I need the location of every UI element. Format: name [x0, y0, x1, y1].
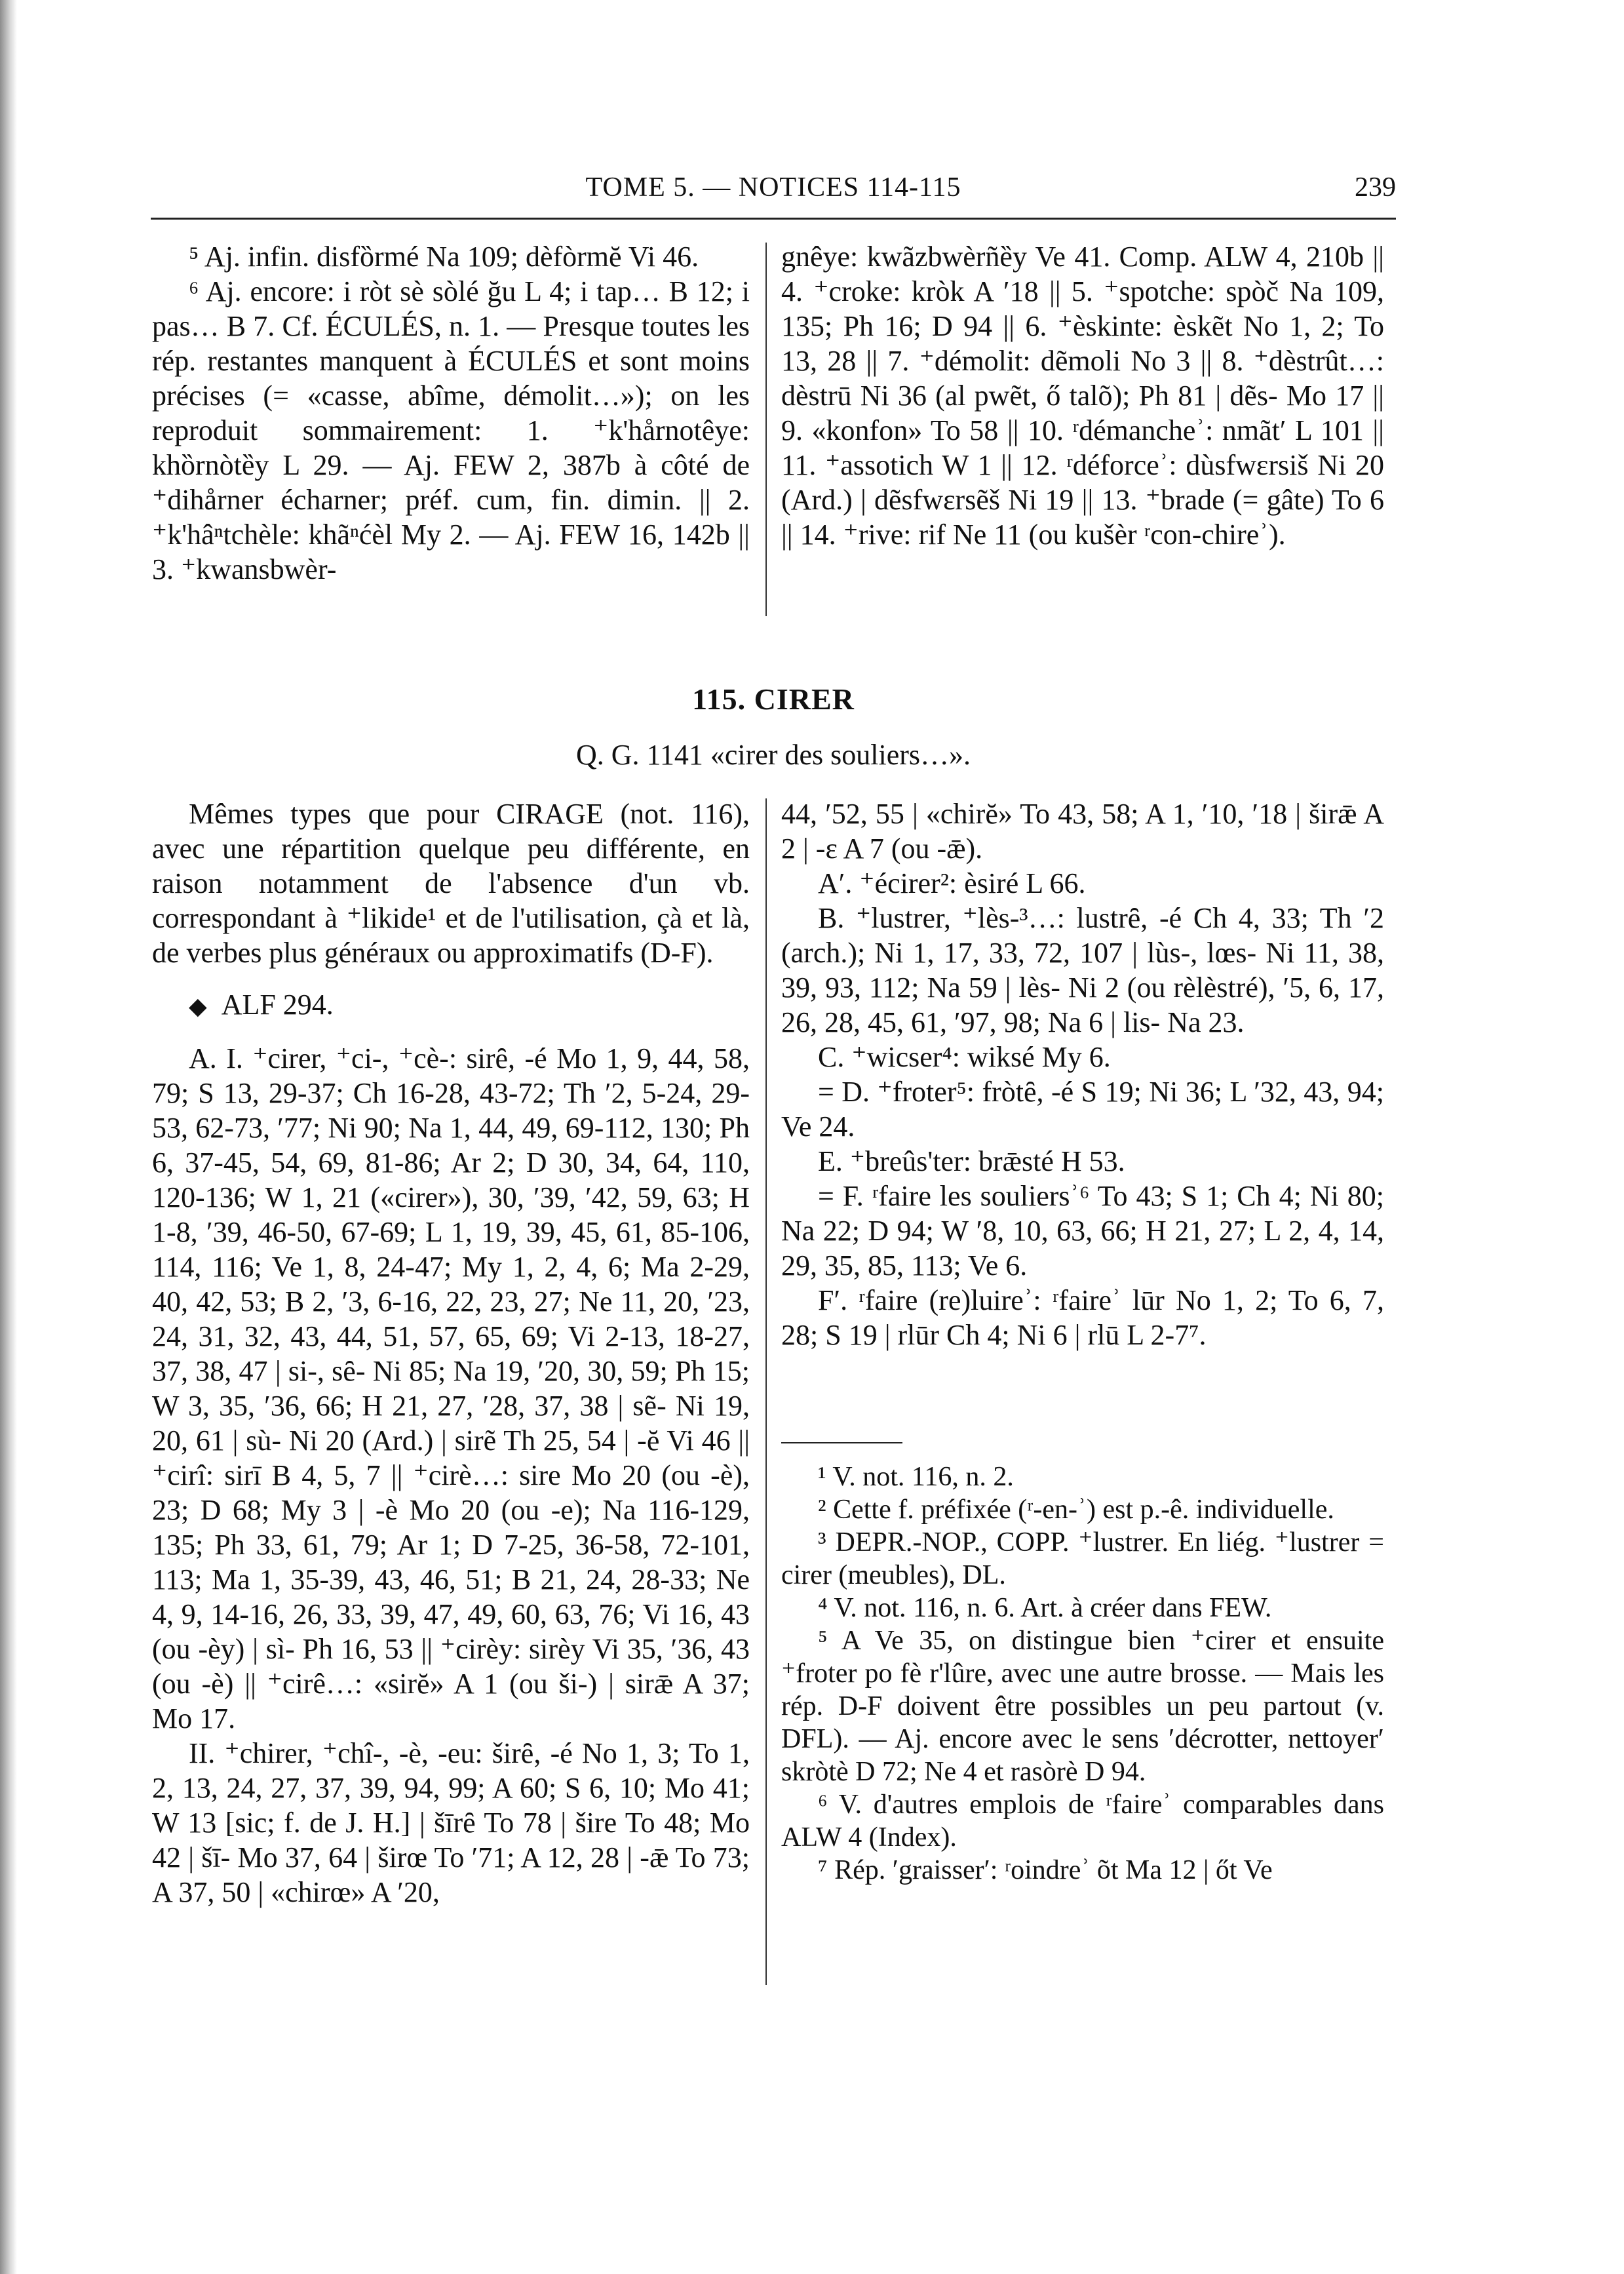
section-f-prime: Fʹ. ʳfaire (re)luireʾ: ʳfaireʾ lūr No 1, 2; To 6, 7, 28; S 19 | rlūr Ch 4; Ni 6 | rlū L 2-7⁷. [781, 1284, 1384, 1351]
section-continuation: 44, ʹ52, 55 | «chirĕ» To 43, 58; A 1, ʹ10, ʹ18 | širǣ A 2 | -ɛ A 7 (ou -ǣ). [781, 798, 1384, 865]
footnote: ⁵ Aj. infin. disfȍrmé Na 109; dèfòrmĕ Vi 46. [189, 241, 699, 273]
footnote: ³ DEPR.-NOP., COPP. ⁺lustrer. En liég. ⁺lustrer = cirer (meubles), DL. [781, 1527, 1384, 1590]
running-head [151, 172, 1396, 220]
alf-reference [152, 987, 750, 1024]
section-c: C. ⁺wicser⁴: wiksé My 6. [818, 1041, 1111, 1073]
notice-title: 115. CIRER [692, 682, 855, 716]
section-f: = F. ʳfaire les souliersʾ⁶ To 43; S 1; Ch 4; Ni 80; Na 22; D 94; W ʹ8, 10, 63, 66; H 21, 27; L 2, 4, 14, 29, 35, 85, 113; Ve 6. [781, 1180, 1384, 1282]
footnote: ⁶ Aj. encore: i ròt sè sòlé ğu L 4; i tap… B 12; i pas… B 7. Cf. ÉCULÉS, n. 1. — Presque toutes les rép. restantes manquent à ÉCULÉS et sont moins précises (= «casse, abîme, démolit…»); on les reproduit sommairement: 1. ⁺k'hårnotêye: khȍrnòtȅy L 29. — Aj. FEW 2, 387b à côté de ⁺dihårner écharner; préf. cum, fin. dimin. || 2. ⁺k'hâⁿtchèle: khãⁿćèl My 2. — Aj. FEW 16, 142b || 3. ⁺kwansbwèr- [152, 275, 750, 585]
column-divider [765, 798, 767, 1985]
footnote-separator [781, 1442, 902, 1443]
footnote: ⁵ A Ve 35, on distingue bien ⁺cirer et ensuite ⁺froter po fè r'lûre, avec une autre brosse. — Mais les rép. D-F doivent être possibles un peu partout (v. DFL). — Aj. encore avec le sens ʹdécrotter, nettoyerʹ skròtè D 72; Ne 4 et rasòrè D 94. [781, 1626, 1384, 1787]
footnote: ⁴ V. not. 116, n. 6. Art. à créer dans FEW. [818, 1593, 1272, 1623]
footnote-continuation: gnêye: kwãzbwèrñȅy Ve 41. Comp. ALW 4, 210b || 4. ⁺croke: kròk A ʹ18 || 5. ⁺spotche: spòč Na 109, 135; Ph 16; D 94 || 6. ⁺èskinte: èskẽt No 1, 2; To 13, 28 || 7. ⁺démolit: dẽmoli No 3 || 8. ⁺dèstrût…: dèstrū Ni 36 (al pwẽt, ő talõ); Ph 81 | dẽs- Mo 17 || 9. «konfon» To 58 || 10. ʳdémancheʾ: nmãtʹ L 101 || 11. ⁺assotich W 1 || 12. ʳdéforceʾ: dùsfwɛrsiš Ni 20 (Ard.) | dẽsfwɛrsẽš Ni 19 || 13. ⁺brade (= gâte) To 6 || 14. ⁺rive: rif Ne 11 (ou kušèr ʳcon-chireʾ). [781, 241, 1384, 551]
section-a-prime: Aʹ. ⁺écirer²: èsiré L 66. [818, 867, 1086, 899]
intro-paragraph: Mêmes types que pour CIRAGE (not. 116), avec une répartition quelque peu différente, en raison notamment de l'absence d'un vb. correspondant à ⁺likide¹ et de l'utilisation, çà et là, de verbes plus généraux ou approximatifs (D-F). [152, 798, 750, 969]
section-b: B. ⁺lustrer, ⁺lès-³…: lustrȇ, -é Ch 4, 33; Th ʹ2 (arch.); Ni 1, 17, 33, 72, 107 | lùs-, lœs- Ni 11, 38, 39, 93, 112; Na 59 | lès- Ni 2 (ou rèlèstré), ʹ5, 6, 17, 26, 28, 45, 61, ʹ97, 98; Na 6 | lis- Na 23. [781, 902, 1384, 1038]
body-column-right [781, 796, 1384, 1352]
footnote: ¹ V. not. 116, n. 2. [818, 1462, 1014, 1492]
notice-subtitle: Q. G. 1141 «cirer des souliers…». [575, 739, 971, 771]
footnotes-top-right [781, 239, 1384, 552]
section-a-i: A. I. ⁺cirer, ⁺ci-, ⁺cè-: sirȇ, -é Mo 1, 9, 44, 58, 79; S 13, 29-37; Ch 16-28, 43-72; Th ʹ2, 5-24, 29-53, 62-73, ʹ77; Ni 90; Na 1, 44, 49, 69-112, 130; Ph 6, 37-45, 54, 69, 81-86; Ar 2; D 30, 34, 64, 110, 120-136; W 1, 21 («cirer»), 30, ʹ39, ʹ42, 59, 63; H 1-8, ʹ39, 46-50, 67-69; L 1, 19, 39, 45, 61, 85-106, 114, 116; Ve 1, 8, 24-47; My 1, 2, 4, 6; Ma 2-29, 40, 42, 53; B 2, ʹ3, 6-16, 22, 23, 27; Ne 11, 20, ʹ23, 24, 31, 32, 43, 44, 51, 57, 65, 69; Vi 2-13, 18-27, 37, 38, 47 | si-, sȇ- Ni 85; Na 19, ʹ20, 30, 59; Ph 15; W 3, 35, ʹ36, 66; H 21, 27, ʹ28, 37, 38 | sẽ- Ni 19, 20, 61 | sù- Ni 20 (Ard.) | sirẽ Th 25, 54 | -ĕ Vi 46 || ⁺cirî: sirī B 4, 5, 7 || ⁺cirè…: sire Mo 20 (ou -è), 23; D 68; My 3 | -è Mo 20 (ou -e); Na 116-129, 135; Ph 33, 61, 79; Ar 1; D 7-25, 36-58, 72-101, 113; Ma 1, 35-39, 43, 46, 51; B 21, 24, 28-33; Ne 4, 9, 14-16, 26, 33, 39, 47, 49, 60, 63, 76; Vi 16, 43 (ou -èy) | sì- Ph 16, 53 || ⁺cirèy: sirèy Vi 35, ʹ36, 43 (ou -è) || ⁺cirê…: «sirĕ» A 1 (ou ši-) | sirǣ A 37; Mo 17. [152, 1042, 750, 1735]
diamond-icon: ◆ [189, 993, 207, 1019]
footnote: ² Cette f. préfixée (ʳ-en-ʾ) est p.-ê. individuelle. [818, 1495, 1334, 1525]
page-number: 239 [1355, 172, 1396, 203]
body-column-left [152, 796, 750, 1910]
alf-text: ALF 294. [221, 989, 334, 1021]
footnote: ⁷ Rép. ʹgraisserʹ: ʳoindreʾ õt Ma 12 | őt Ve [818, 1855, 1273, 1885]
section-ii: II. ⁺chirer, ⁺chî-, -è, -eu: širȇ, -é No 1, 3; To 1, 2, 13, 24, 27, 37, 39, 94, 99; A 60; S 6, 10; Mo 41; W 13 [sic; f. de J. H.] | šīrȇ To 78 | šire To 48; Mo 42 | šī- Mo 37, 64 | širœ To ʹ71; A 12, 28 | -ǣ To 73; A 37, 50 | «chirœ» A ʹ20, [152, 1737, 750, 1908]
section-d: = D. ⁺froter⁵: fròtȇ, -é S 19; Ni 36; L ʹ32, 43, 94; Ve 24. [781, 1076, 1384, 1143]
running-head-title: TOME 5. — NOTICES 114-115 [585, 172, 961, 203]
section-e: E. ⁺breûs'ter: brǣsté H 53. [818, 1145, 1125, 1177]
footnotes-bottom [781, 1460, 1384, 1887]
column-divider [765, 243, 767, 616]
footnotes-top-left [152, 239, 750, 587]
footnote: ⁶ V. d'autres emplois de ʳfaireʾ comparables dans ALW 4 (Index). [781, 1790, 1384, 1853]
